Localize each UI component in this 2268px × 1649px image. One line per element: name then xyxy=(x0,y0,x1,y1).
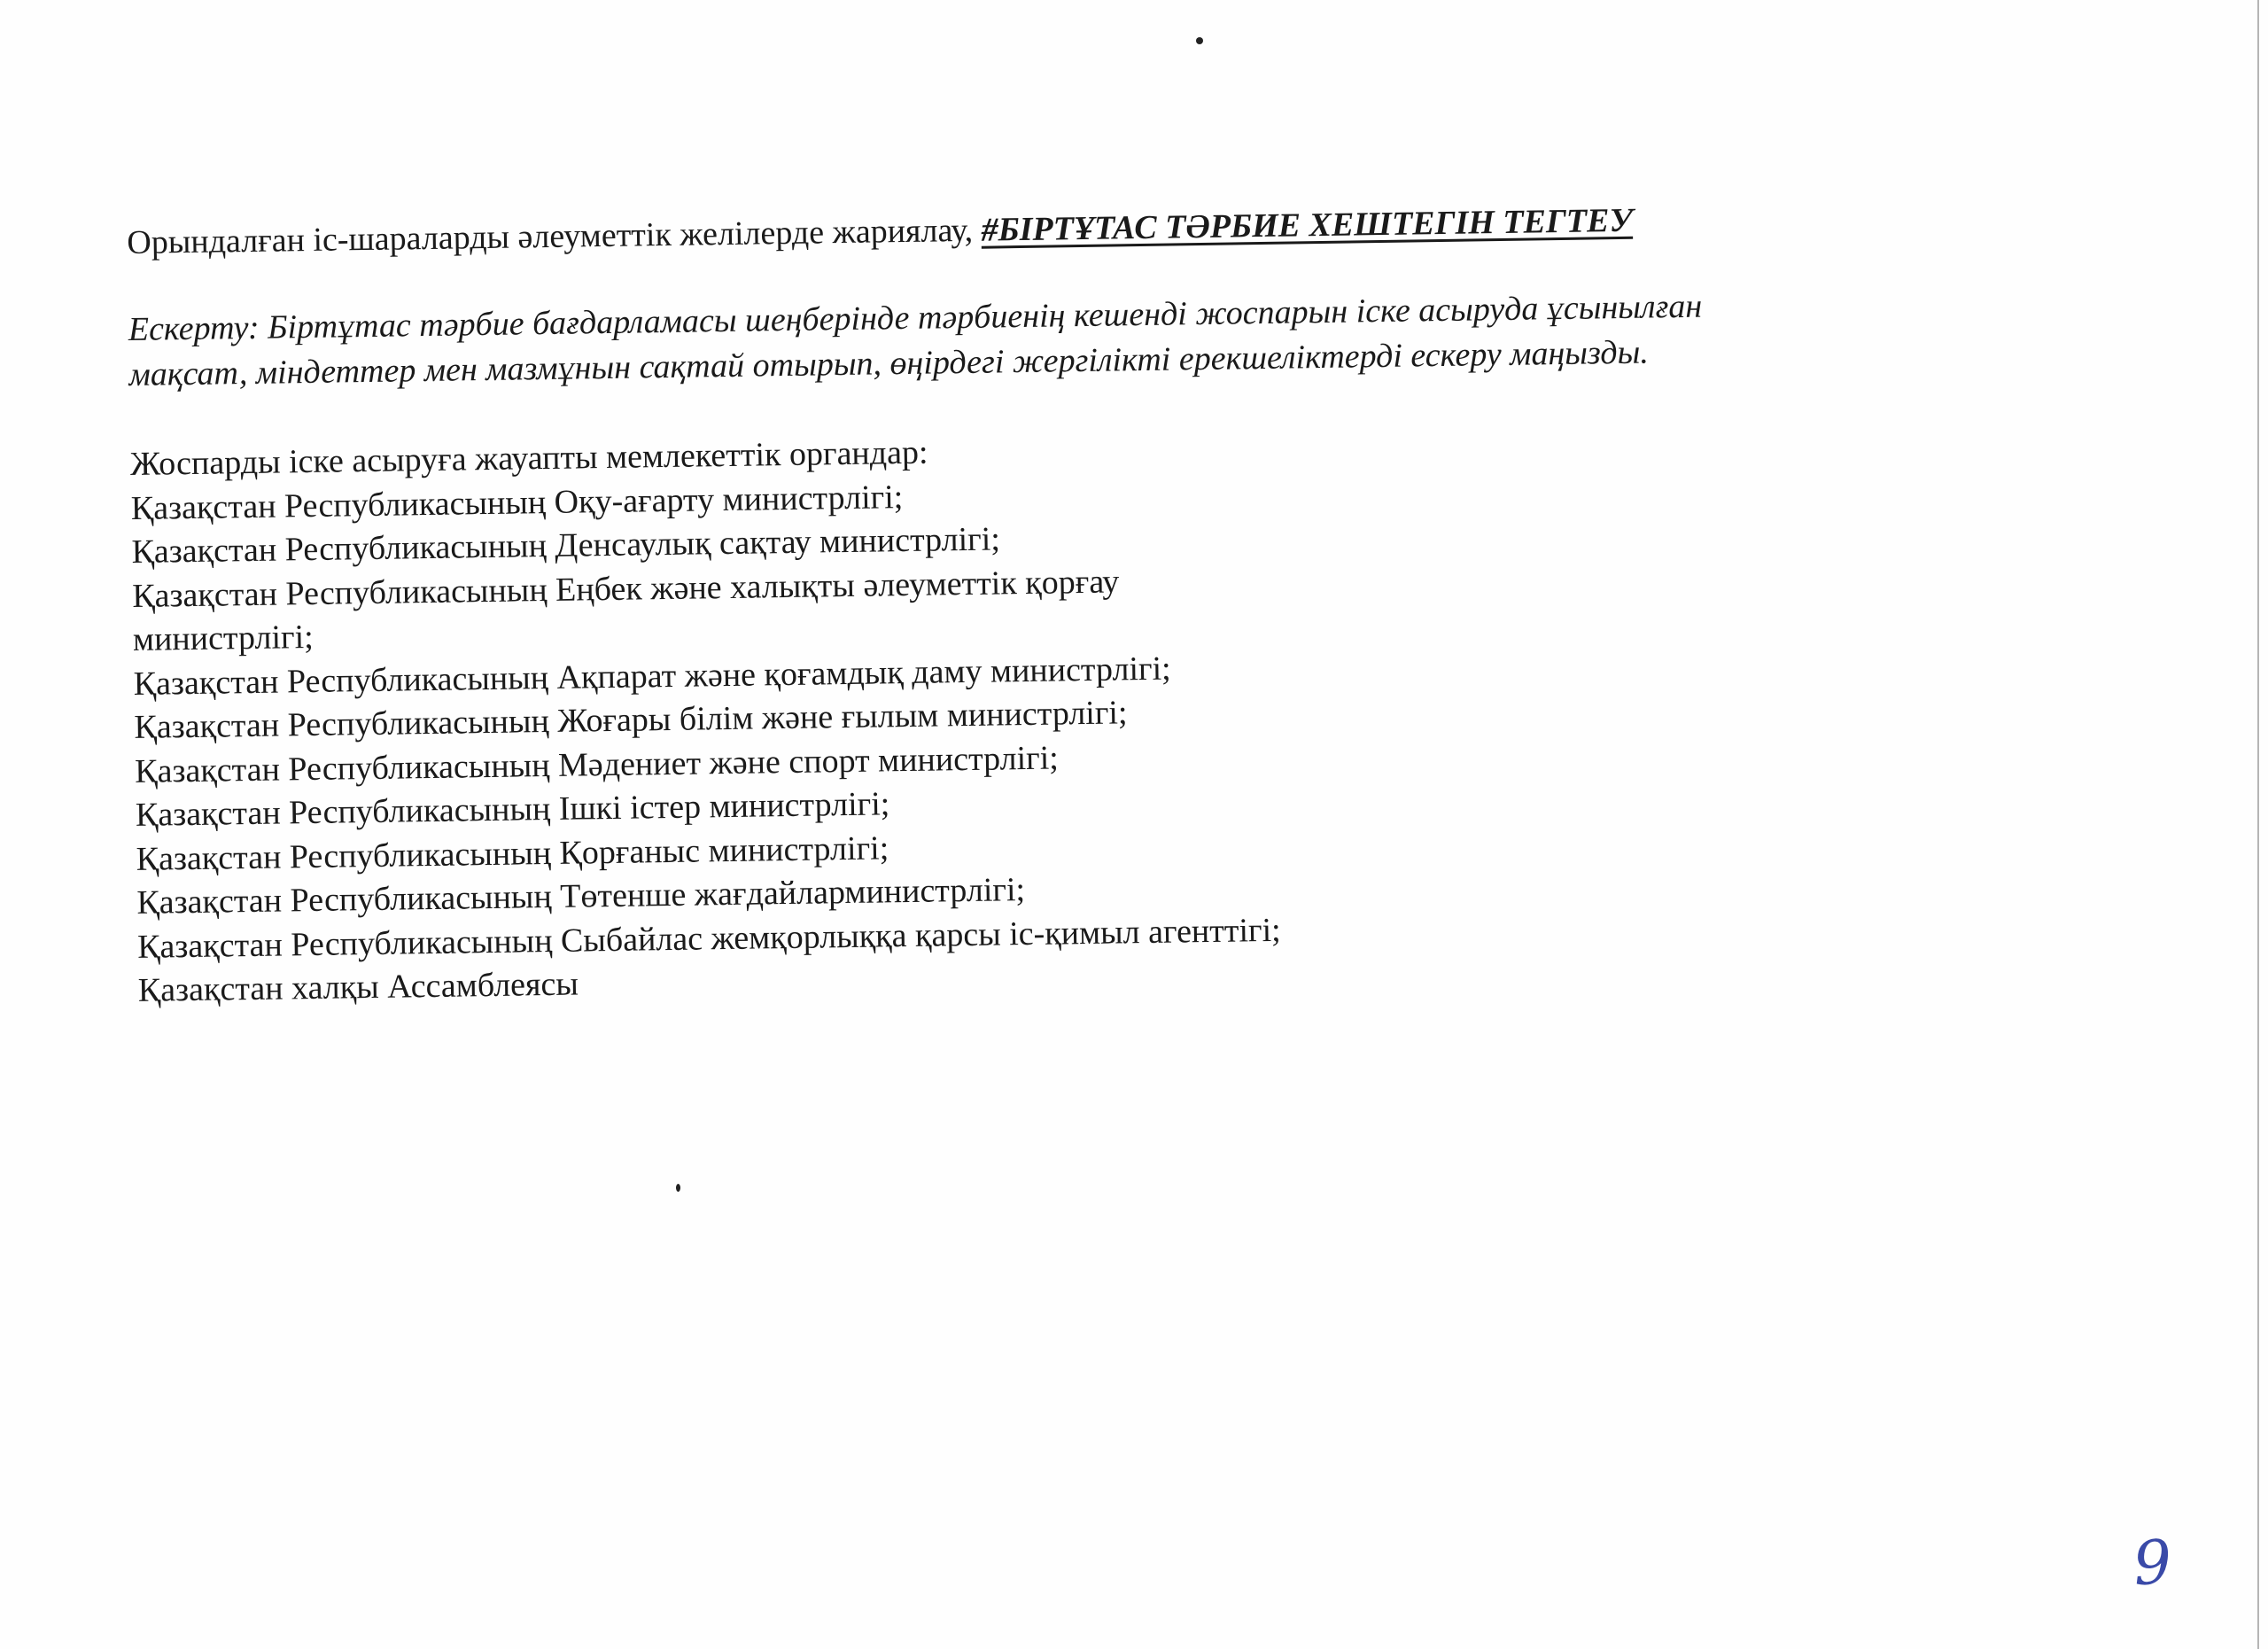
agency-item: Қазақстан Республикасының Төтенше жағдайларминистрлігі; xyxy=(136,871,1026,922)
agency-item: Қазақстан Республикасының Еңбек және халықты әлеуметтік қорғау xyxy=(131,562,1120,615)
note-block xyxy=(128,281,1900,398)
scan-speck xyxy=(1196,37,1203,44)
intro-line xyxy=(127,195,1899,265)
note-line: мақсат, міндеттер мен мазмұнын сақтай отырып, өңірдегі жергілікті ерекшеліктерді ескеру маңызды. xyxy=(128,333,1650,393)
agency-item: Қазақстан Республикасының Мәдениет және спорт министрлігі; xyxy=(134,738,1060,790)
agency-item: Қазақстан Республикасының Жоғары білім және ғылым министрлігі; xyxy=(134,694,1128,746)
note-line: Ескерту: Біртұтас тәрбие бағдарламасы шеңберінде тәрбиенің кешенді жоспарын іске асыруда ұсынылған xyxy=(128,287,1703,348)
agency-item: Қазақстан Республикасының Денсаулық сақтау министрлігі; xyxy=(131,520,1001,571)
hashtag: #БІРТҰТАС ТӘРБИЕ ХЕШТЕГІН ТЕГТЕУ xyxy=(981,201,1634,249)
agency-item: министрлігі; xyxy=(132,618,315,658)
agency-item: Қазақстан халқы Ассамблеясы xyxy=(137,965,579,1009)
scan-edge xyxy=(2257,0,2259,1649)
agency-item: Қазақстан Республикасының Ішкі істер министрлігі; xyxy=(135,785,890,834)
document-body xyxy=(127,195,1910,1013)
agencies-list xyxy=(130,416,1910,1013)
agency-item: Қазақстан Республикасының Сыбайлас жемқорлыққа қарсы іс-қимыл агенттігі; xyxy=(136,911,1281,966)
intro-text: Орындалған іс-шараларды әлеуметтік желілерде жариялау, xyxy=(127,211,982,261)
scan-speck xyxy=(676,1184,680,1192)
agency-item: Қазақстан Республикасының Ақпарат және қоғамдық даму министрлігі; xyxy=(133,649,1171,703)
agencies-heading: Жоспарды іске асыруға жауапты мемлекеттік органдар: xyxy=(129,433,928,483)
agency-item: Қазақстан Республикасының Оқу-ағарту министрлігі; xyxy=(130,478,904,527)
agency-item: Қазақстан Республикасының Қорғаныс министрлігі; xyxy=(136,828,889,878)
page-number: 9 xyxy=(2131,1527,2174,1600)
